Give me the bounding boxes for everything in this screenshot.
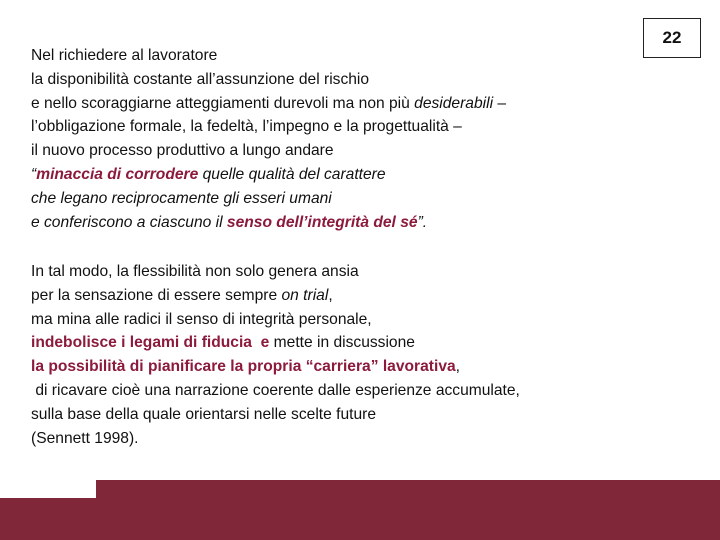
p2-line-1: In tal modo, la flessibilità non solo genera ansia [31, 263, 359, 280]
p2-line-5-highlight: la possibilità di pianificare la propria “carriera” lavorativa [31, 358, 456, 376]
p1-line-1: Nel richiedere al lavoratore [31, 47, 218, 64]
p1-line-6-highlight: minaccia di corrodere [36, 165, 199, 183]
p2-line-6: di ricavare cioè una narrazione coerente dalle esperienze accumulate, [31, 381, 520, 399]
p2-line-2-end: , [328, 286, 333, 304]
p2-line-7: sulla base della quale orientarsi nelle scelte future [31, 405, 377, 423]
p2-line-3: ma mina alle radici il senso di integrità personale, [31, 310, 372, 328]
p2-line-4-e: e [260, 334, 270, 352]
paragraph-2 [31, 260, 671, 450]
p2-line-4-highlight: indebolisce i legami di fiducia [31, 334, 252, 352]
p2-line-2-italic: on trial [281, 286, 329, 304]
p2-line-4-gap [252, 334, 261, 351]
page-number: 22 [662, 28, 682, 47]
p2-line-2: per la sensazione di essere sempre [31, 286, 282, 304]
p1-line-8: e conferiscono a ciascuno il [31, 213, 227, 231]
p2-line-5-end: , [455, 358, 461, 376]
p1-line-3-end: – [493, 94, 507, 112]
p1-line-4: l’obbligazione formale, la fedeltà, l’impegno e la progettualità – [31, 118, 462, 136]
p1-line-6-rest: quelle qualità del carattere [198, 165, 386, 183]
footer-bar [96, 480, 720, 540]
p2-line-8: (Sennett 1998). [31, 429, 139, 447]
footer-bar-left [0, 498, 96, 540]
p1-line-6-quote: “ [31, 165, 37, 183]
p1-line-3-italic: desiderabili [414, 94, 494, 112]
paragraph-1 [31, 44, 671, 234]
p1-line-8-end: ”. [417, 213, 428, 231]
p1-line-3: e nello scoraggiarne atteggiamenti durevoli ma non più [31, 94, 415, 112]
p1-line-5: il nuovo processo produttivo a lungo andare [31, 142, 334, 160]
p1-line-2: la disponibilità costante all’assunzione del rischio [31, 70, 370, 88]
p1-line-8-highlight: senso dell’integrità del sé [226, 213, 418, 231]
p2-line-4-rest: mette in discussione [269, 334, 415, 352]
p1-line-7: che legano reciprocamente gli esseri umani [31, 189, 332, 207]
